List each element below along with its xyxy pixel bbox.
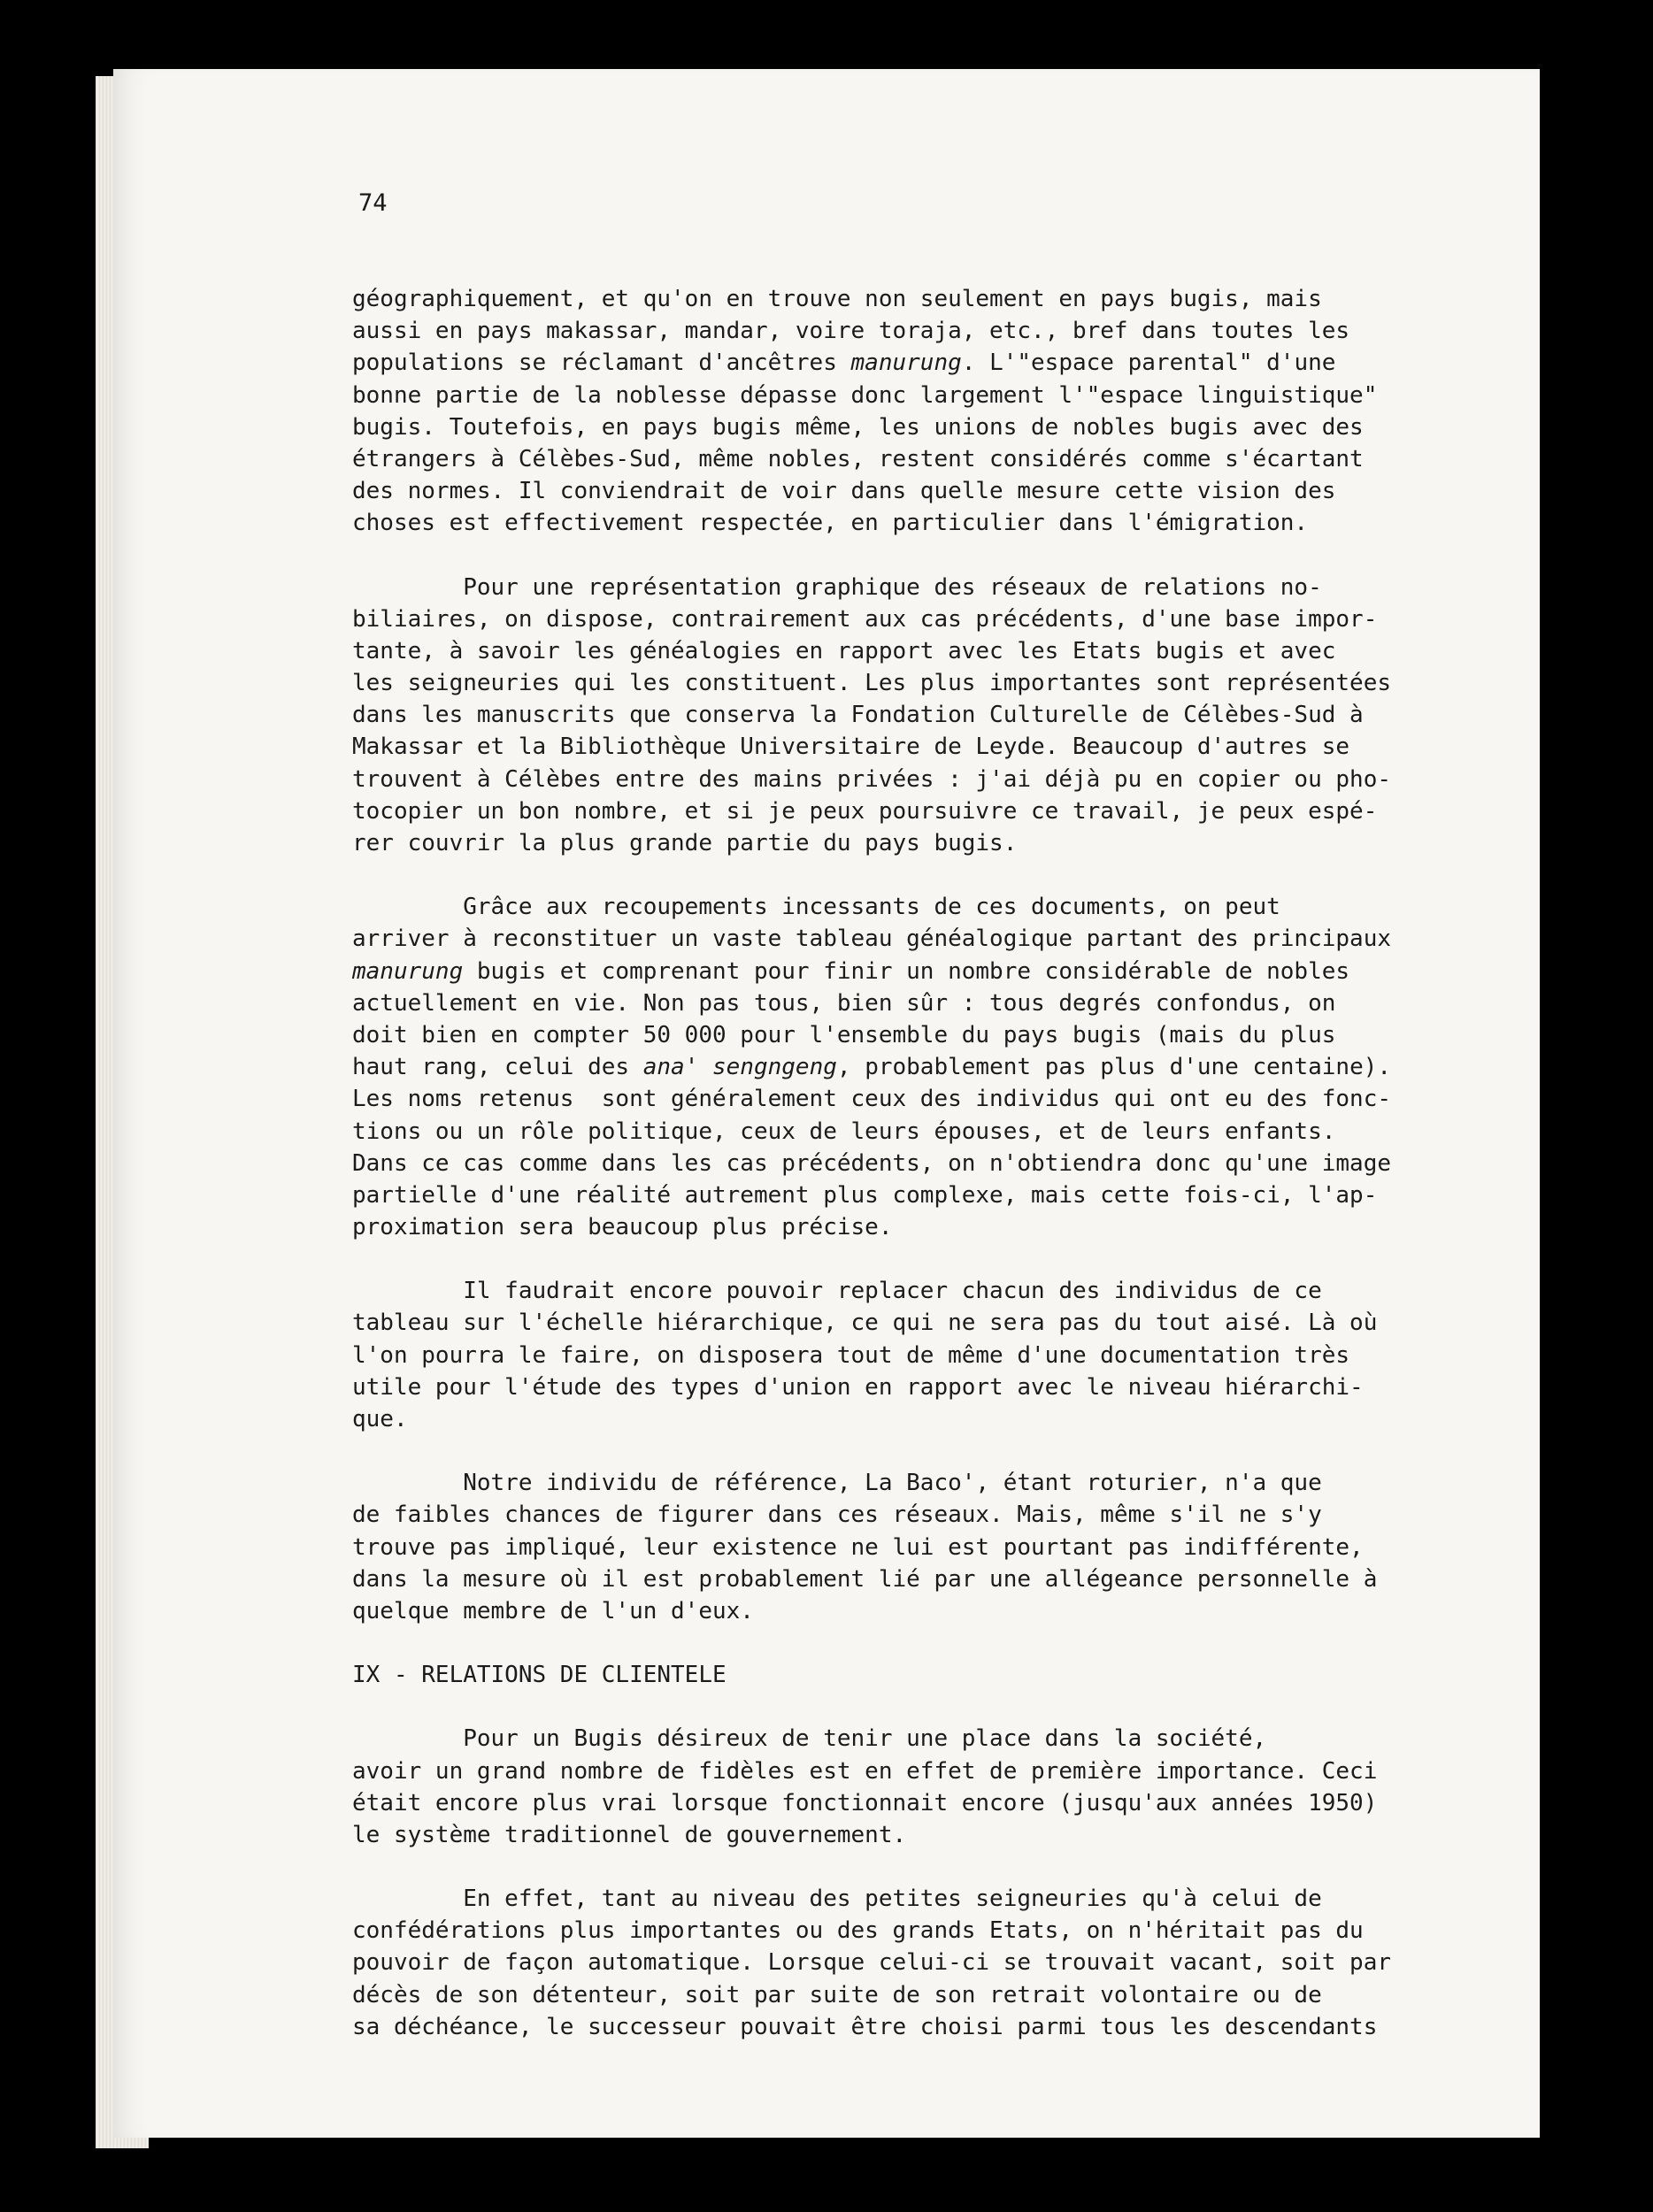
text-line: Grâce aux recoupements incessants de ces documents, on peut: [352, 894, 1280, 921]
text-line: trouvent à Célèbes entre des mains privées : j'ai déjà pu en copier ou pho-: [352, 765, 1391, 793]
text-line: manurung bugis et comprenant pour finir un nombre considérable de nobles: [352, 957, 1350, 985]
text-line: haut rang, celui des ana' sengngeng, probablement pas plus d'une centaine).: [352, 1054, 1392, 1081]
text-line: Dans ce cas comme dans les cas précédents, on n'obtiendra donc qu'une image: [352, 1149, 1391, 1177]
text-line: populations se réclamant d'ancêtres manurung. L'"espace parental" d'une: [352, 349, 1336, 377]
text-line: confédérations plus importantes ou des grands Etats, on n'héritait pas du: [352, 1917, 1364, 1945]
text-line: actuellement en vie. Non pas tous, bien sûr : tous degrés confondus, on: [352, 989, 1336, 1017]
text-line: l'on pourra le faire, on disposera tout de même d'une documentation très: [352, 1341, 1350, 1369]
paragraph-5: [352, 1467, 1427, 1627]
paragraph-3: [352, 891, 1427, 1243]
text-line: le système traditionnel de gouvernement.: [352, 1821, 907, 1848]
text-line: les seigneuries qui les constituent. Les plus importantes sont représentées: [352, 670, 1391, 697]
text-line: sa déchéance, le successeur pouvait être choisi parmi tous les descendants: [352, 2013, 1378, 2040]
paragraph-1: [352, 283, 1427, 540]
section-heading: IX - RELATIONS DE CLIENTELE: [352, 1662, 727, 1689]
text-line: Il faudrait encore pouvoir replacer chacun des individus de ce: [352, 1278, 1322, 1305]
text-line: que.: [352, 1406, 408, 1432]
text-line: Makassar et la Bibliothèque Universitaire de Leyde. Beaucoup d'autres se: [352, 733, 1350, 761]
text-line: Les noms retenus sont généralement ceux des individus qui ont eu des fonc-: [352, 1086, 1391, 1113]
text-line: bonne partie de la noblesse dépasse donc largement l'"espace linguistique": [352, 381, 1378, 409]
text-line: avoir un grand nombre de fidèles est en effet de première importance. Ceci: [352, 1757, 1378, 1785]
text-line: choses est effectivement respectée, en particulier dans l'émigration.: [352, 510, 1309, 537]
page-number: 74: [358, 189, 388, 217]
text-line: doit bien en compter 50 000 pour l'ensemble du pays bugis (mais du plus: [352, 1021, 1336, 1048]
text-line: aussi en pays makassar, mandar, voire toraja, etc., bref dans toutes les: [352, 318, 1350, 345]
text-line: utile pour l'étude des types d'union en rapport avec le niveau hiérarchi-: [352, 1373, 1364, 1401]
text-line: Notre individu de référence, La Baco', étant roturier, n'a que: [352, 1470, 1322, 1497]
text-line: biliaires, on dispose, contrairement aux cas précédents, d'une base impor-: [352, 605, 1378, 633]
text-line: pouvoir de façon automatique. Lorsque celui-ci se trouvait vacant, soit par: [352, 1949, 1391, 1977]
text-line: tocopier un bon nombre, et si je peux poursuivre ce travail, je peux espé-: [352, 797, 1378, 825]
text-line: géographiquement, et qu'on en trouve non seulement en pays bugis, mais: [352, 286, 1322, 312]
text-line: proximation sera beaucoup plus précise.: [352, 1214, 893, 1241]
text-line: dans la mesure où il est probablement lié par une allégeance personnelle à: [352, 1565, 1378, 1593]
text-line: des normes. Il conviendrait de voir dans quelle mesure cette vision des: [352, 478, 1336, 505]
text-line: étrangers à Célèbes-Sud, même nobles, restent considérés comme s'écartant: [352, 445, 1364, 472]
text-line: partielle d'une réalité autrement plus complexe, mais cette fois-ci, l'ap-: [352, 1181, 1378, 1209]
text-line: bugis. Toutefois, en pays bugis même, les unions de nobles bugis avec des: [352, 413, 1364, 441]
paragraph-4: [352, 1275, 1427, 1435]
text-line: En effet, tant au niveau des petites seigneuries qu'à celui de: [352, 1886, 1322, 1913]
text-line: Pour une représentation graphique des réseaux de relations no-: [352, 573, 1322, 601]
text-line: décès de son détenteur, soit par suite de son retrait volontaire ou de: [352, 1981, 1322, 2008]
text-line: était encore plus vrai lorsque fonctionnait encore (jusqu'aux années 1950): [352, 1789, 1378, 1816]
text-line: tableau sur l'échelle hiérarchique, ce qui ne sera pas du tout aisé. Là où: [352, 1310, 1378, 1337]
text-line: Pour un Bugis désireux de tenir une place dans la société,: [352, 1725, 1267, 1753]
text-line: dans les manuscrits que conserva la Fondation Culturelle de Célèbes-Sud à: [352, 702, 1364, 729]
text-line: tante, à savoir les généalogies en rapport avec les Etats bugis et avec: [352, 637, 1336, 664]
text-line: rer couvrir la plus grande partie du pays bugis.: [352, 830, 1018, 856]
paragraph-7: [352, 1883, 1427, 2043]
text-line: de faibles chances de figurer dans ces réseaux. Mais, même s'il ne s'y: [352, 1502, 1322, 1529]
text-line: arriver à reconstituer un vaste tableau généalogique partant des principaux: [352, 926, 1391, 953]
text-line: tions ou un rôle politique, ceux de leurs épouses, et de leurs enfants.: [352, 1118, 1336, 1145]
text-line: quelque membre de l'un d'eux.: [352, 1597, 754, 1624]
paragraph-2: [352, 572, 1427, 860]
text-line: trouve pas impliqué, leur existence ne lui est pourtant pas indifférente,: [352, 1533, 1364, 1561]
paragraph-6: [352, 1723, 1427, 1851]
body-text: [352, 283, 1427, 2043]
